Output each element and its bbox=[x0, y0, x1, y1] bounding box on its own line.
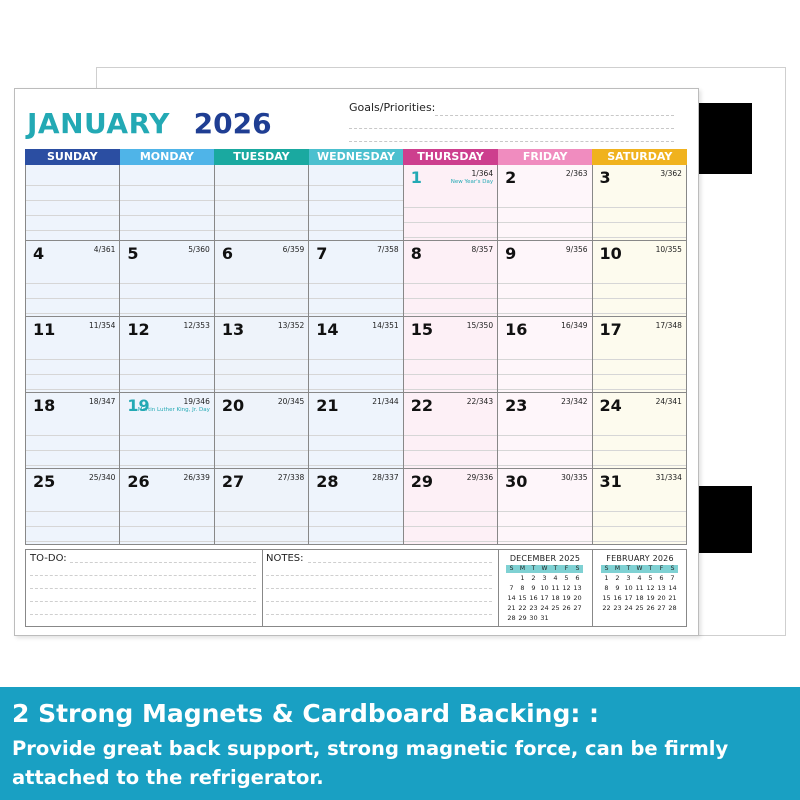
day-cell bbox=[498, 165, 592, 241]
mini-day: 26 bbox=[562, 604, 571, 612]
mini-weekday: S bbox=[506, 565, 517, 573]
day-cell bbox=[404, 241, 498, 317]
mini-day: 20 bbox=[657, 594, 666, 602]
day-number: 24 bbox=[599, 396, 622, 415]
week-row bbox=[26, 165, 687, 241]
mini-day bbox=[572, 613, 583, 623]
day-cell bbox=[498, 241, 592, 317]
calendar-sheet bbox=[14, 88, 699, 636]
todo-box bbox=[26, 550, 263, 626]
day-cell bbox=[215, 241, 309, 317]
notes-line bbox=[266, 601, 492, 602]
goals-line bbox=[435, 115, 674, 116]
weekday-header: TUESDAY bbox=[214, 149, 309, 165]
day-number: 20 bbox=[221, 396, 245, 415]
day-of-year-count: 20/345 bbox=[277, 397, 305, 406]
mini-week-row bbox=[506, 593, 583, 603]
day-number: 14 bbox=[316, 320, 339, 339]
day-of-year-count: 31/334 bbox=[655, 473, 682, 482]
mini-day: 17 bbox=[540, 594, 549, 602]
mini-day bbox=[506, 573, 517, 583]
weekday-header-row bbox=[25, 149, 687, 165]
day-cell bbox=[26, 469, 120, 545]
day-of-year-count: 30/335 bbox=[561, 473, 588, 482]
mini-week-row bbox=[601, 603, 678, 613]
notes-line bbox=[266, 575, 492, 576]
footer-section bbox=[25, 549, 687, 627]
week-row bbox=[26, 393, 687, 469]
mini-weekday: S bbox=[667, 565, 678, 573]
mini-day: 1 bbox=[520, 574, 525, 582]
day-cell bbox=[498, 393, 592, 469]
day-of-year-count: 19/346 bbox=[183, 397, 210, 406]
mini-calendar-grid bbox=[601, 565, 678, 613]
day-cell bbox=[404, 165, 498, 241]
mini-day: 18 bbox=[551, 594, 560, 602]
day-cell bbox=[120, 469, 214, 545]
mini-day: 5 bbox=[564, 574, 569, 582]
mini-day: 21 bbox=[668, 594, 677, 602]
day-of-year-count: 26/339 bbox=[183, 473, 210, 482]
day-of-year-count: 28/337 bbox=[372, 473, 399, 482]
magnet-bottom bbox=[697, 486, 752, 553]
mini-day: 25 bbox=[551, 604, 560, 612]
weekday-header: MONDAY bbox=[120, 149, 215, 165]
day-number: 19 bbox=[127, 396, 150, 415]
day-cell bbox=[215, 317, 309, 393]
mini-day: 10 bbox=[624, 584, 633, 592]
day-of-year-count: 25/340 bbox=[89, 473, 116, 482]
day-cell bbox=[593, 469, 687, 545]
week-row bbox=[26, 469, 687, 545]
mini-day: 4 bbox=[553, 574, 558, 582]
mini-day: 14 bbox=[668, 584, 677, 592]
day-number: 27 bbox=[221, 472, 245, 491]
mini-day: 8 bbox=[520, 584, 525, 592]
mini-day: 5 bbox=[648, 574, 653, 582]
week-row bbox=[26, 241, 687, 317]
banner-title: 2 Strong Magnets & Cardboard Backing: : bbox=[12, 699, 600, 728]
day-cell bbox=[309, 241, 403, 317]
mini-day: 16 bbox=[613, 594, 622, 602]
mini-day: 18 bbox=[635, 594, 644, 602]
mini-day: 3 bbox=[542, 574, 547, 582]
mini-day: 2 bbox=[615, 574, 620, 582]
todo-line bbox=[30, 575, 256, 576]
mini-week-row bbox=[601, 593, 678, 603]
day-cell bbox=[593, 393, 687, 469]
mini-day: 21 bbox=[507, 604, 516, 612]
mini-day: 17 bbox=[624, 594, 633, 602]
mini-day: 15 bbox=[602, 594, 611, 602]
mini-weekday: S bbox=[572, 565, 583, 573]
day-number: 29 bbox=[410, 472, 433, 491]
mini-day: 9 bbox=[531, 584, 536, 592]
mini-day: 14 bbox=[507, 594, 516, 602]
day-number: 4 bbox=[33, 244, 45, 263]
goals-line bbox=[349, 128, 674, 129]
day-cell bbox=[593, 165, 687, 241]
day-cell bbox=[593, 241, 687, 317]
empty-day-cell bbox=[215, 165, 309, 241]
title-month: JANUARY bbox=[27, 107, 170, 140]
mini-day: 1 bbox=[604, 574, 609, 582]
mini-weekday: T bbox=[550, 565, 561, 573]
mini-day: 22 bbox=[602, 604, 611, 612]
day-of-year-count: 18/347 bbox=[89, 397, 116, 406]
mini-day: 23 bbox=[529, 604, 538, 612]
mini-day: 25 bbox=[635, 604, 644, 612]
todo-line bbox=[70, 562, 256, 563]
day-cell bbox=[215, 469, 309, 545]
weekday-header: SATURDAY bbox=[592, 149, 687, 165]
day-of-year-count: 5/360 bbox=[188, 245, 210, 254]
mini-calendar-december bbox=[498, 550, 593, 626]
day-number: 1 bbox=[410, 168, 422, 187]
mini-day: 26 bbox=[646, 604, 655, 612]
day-cell bbox=[404, 393, 498, 469]
mini-day: 30 bbox=[529, 614, 538, 622]
mini-day: 8 bbox=[604, 584, 609, 592]
mini-day: 7 bbox=[509, 584, 514, 592]
mini-calendar-title: DECEMBER 2025 bbox=[509, 554, 581, 563]
goals-section bbox=[349, 101, 680, 149]
day-of-year-count: 10/355 bbox=[655, 245, 682, 254]
mini-day: 28 bbox=[507, 614, 516, 622]
mini-weekday: F bbox=[656, 565, 667, 573]
mini-day bbox=[550, 613, 561, 623]
mini-weekday-row bbox=[601, 565, 678, 573]
mini-day: 12 bbox=[646, 584, 655, 592]
mini-calendar-february bbox=[593, 550, 687, 626]
mini-day: 11 bbox=[635, 584, 644, 592]
notes-line bbox=[266, 614, 492, 615]
todo-line bbox=[30, 601, 256, 602]
mini-week-row bbox=[506, 583, 583, 593]
mini-calendar-grid bbox=[506, 565, 583, 623]
mini-day: 24 bbox=[624, 604, 633, 612]
mini-day: 7 bbox=[670, 574, 675, 582]
day-of-year-count: 29/336 bbox=[466, 473, 494, 482]
mini-day: 13 bbox=[657, 584, 666, 592]
notes-line bbox=[308, 562, 492, 563]
holiday-label: Martin Luther King, Jr. Day bbox=[137, 407, 210, 413]
mini-week-row bbox=[601, 583, 678, 593]
day-of-year-count: 23/342 bbox=[561, 397, 588, 406]
mini-day: 27 bbox=[573, 604, 582, 612]
mini-day: 10 bbox=[540, 584, 549, 592]
day-of-year-count: 11/354 bbox=[89, 321, 116, 330]
mini-day: 16 bbox=[529, 594, 538, 602]
day-number: 3 bbox=[599, 168, 611, 187]
mini-weekday: F bbox=[561, 565, 572, 573]
calendar-title bbox=[27, 107, 272, 140]
day-of-year-count: 21/344 bbox=[372, 397, 399, 406]
day-number: 25 bbox=[33, 472, 56, 491]
mini-weekday: T bbox=[645, 565, 656, 573]
day-of-year-count: 12/353 bbox=[183, 321, 210, 330]
holiday-label: New Year's Day bbox=[450, 179, 494, 185]
weekday-header: SUNDAY bbox=[25, 149, 120, 165]
mini-weekday: M bbox=[517, 565, 528, 573]
mini-week-row bbox=[601, 573, 678, 583]
banner-text: Provide great back support, strong magnetic force, can be firmly attached to the refrigerator. bbox=[12, 737, 729, 789]
day-cell bbox=[593, 317, 687, 393]
day-number: 5 bbox=[127, 244, 139, 263]
notes-box bbox=[262, 550, 499, 626]
mini-day: 4 bbox=[637, 574, 642, 582]
day-of-year-count: 4/361 bbox=[93, 245, 116, 254]
mini-weekday: W bbox=[539, 565, 550, 573]
day-cell bbox=[309, 469, 403, 545]
mini-day: 27 bbox=[657, 604, 666, 612]
mini-day bbox=[561, 613, 572, 623]
day-number: 6 bbox=[221, 244, 233, 263]
day-cell bbox=[120, 317, 214, 393]
mini-day: 13 bbox=[573, 584, 582, 592]
day-number: 30 bbox=[505, 472, 528, 491]
day-of-year-count: 27/338 bbox=[277, 473, 305, 482]
day-cell bbox=[26, 317, 120, 393]
day-number: 9 bbox=[505, 244, 517, 263]
day-of-year-count: 16/349 bbox=[561, 321, 588, 330]
mini-day: 2 bbox=[531, 574, 536, 582]
feature-banner bbox=[0, 687, 800, 800]
day-number: 22 bbox=[410, 396, 433, 415]
day-of-year-count: 14/351 bbox=[372, 321, 399, 330]
day-number: 17 bbox=[599, 320, 622, 339]
day-number: 16 bbox=[505, 320, 528, 339]
day-cell bbox=[309, 317, 403, 393]
mini-day: 19 bbox=[562, 594, 571, 602]
day-number: 11 bbox=[33, 320, 56, 339]
day-cell bbox=[215, 393, 309, 469]
mini-weekday: M bbox=[612, 565, 623, 573]
day-cell bbox=[26, 241, 120, 317]
day-number: 28 bbox=[316, 472, 339, 491]
weekday-header: WEDNESDAY bbox=[309, 149, 404, 165]
mini-calendar-title: FEBRUARY 2026 bbox=[606, 554, 674, 563]
day-number: 10 bbox=[599, 244, 622, 263]
day-of-year-count: 1/364 bbox=[471, 169, 494, 178]
day-cell bbox=[404, 317, 498, 393]
mini-weekday-row bbox=[506, 565, 583, 573]
mini-week-row bbox=[506, 573, 583, 583]
todo-label: TO-DO: bbox=[30, 553, 67, 564]
mini-day: 22 bbox=[518, 604, 527, 612]
day-of-year-count: 6/359 bbox=[282, 245, 305, 254]
week-row bbox=[26, 317, 687, 393]
mini-weekday: T bbox=[528, 565, 539, 573]
day-of-year-count: 22/343 bbox=[466, 397, 494, 406]
day-of-year-count: 17/348 bbox=[655, 321, 682, 330]
mini-day: 3 bbox=[626, 574, 631, 582]
day-number: 26 bbox=[127, 472, 150, 491]
day-cell bbox=[309, 393, 403, 469]
day-number: 12 bbox=[127, 320, 150, 339]
day-cell bbox=[498, 469, 592, 545]
day-cell bbox=[498, 317, 592, 393]
day-of-year-count: 8/357 bbox=[471, 245, 494, 254]
day-of-year-count: 15/350 bbox=[466, 321, 494, 330]
day-of-year-count: 9/356 bbox=[565, 245, 588, 254]
mini-day: 6 bbox=[659, 574, 664, 582]
mini-day: 28 bbox=[668, 604, 677, 612]
day-cell bbox=[120, 241, 214, 317]
day-cell bbox=[120, 393, 214, 469]
day-number: 23 bbox=[505, 396, 528, 415]
day-of-year-count: 13/352 bbox=[277, 321, 305, 330]
todo-line bbox=[30, 588, 256, 589]
mini-day: 9 bbox=[615, 584, 620, 592]
mini-weekday: T bbox=[623, 565, 634, 573]
day-number: 13 bbox=[221, 320, 245, 339]
day-number: 8 bbox=[410, 244, 422, 263]
title-year: 2026 bbox=[193, 107, 272, 140]
day-number: 7 bbox=[316, 244, 328, 263]
weekday-header: FRIDAY bbox=[498, 149, 593, 165]
day-of-year-count: 7/358 bbox=[377, 245, 399, 254]
mini-day: 12 bbox=[562, 584, 571, 592]
notes-label: NOTES: bbox=[266, 553, 304, 564]
mini-day: 11 bbox=[551, 584, 560, 592]
day-number: 15 bbox=[410, 320, 433, 339]
mini-day: 6 bbox=[575, 574, 580, 582]
goals-label: Goals/Priorities: bbox=[349, 101, 436, 114]
day-number: 18 bbox=[33, 396, 56, 415]
mini-day: 29 bbox=[518, 614, 527, 622]
empty-day-cell bbox=[26, 165, 120, 241]
day-number: 2 bbox=[505, 168, 517, 187]
weekday-header: THURSDAY bbox=[403, 149, 498, 165]
day-cell bbox=[404, 469, 498, 545]
mini-weekday: W bbox=[634, 565, 645, 573]
mini-weekday: S bbox=[601, 565, 612, 573]
month-grid bbox=[25, 149, 687, 545]
weeks bbox=[25, 165, 687, 545]
mini-day: 19 bbox=[646, 594, 655, 602]
day-of-year-count: 3/362 bbox=[660, 169, 682, 178]
notes-line bbox=[266, 588, 492, 589]
goals-line bbox=[349, 141, 674, 142]
empty-day-cell bbox=[309, 165, 403, 241]
day-of-year-count: 2/363 bbox=[565, 169, 588, 178]
magnet-top bbox=[697, 103, 752, 174]
mini-day: 20 bbox=[573, 594, 582, 602]
mini-day: 15 bbox=[518, 594, 527, 602]
day-cell bbox=[26, 393, 120, 469]
day-of-year-count: 24/341 bbox=[655, 397, 682, 406]
mini-day: 23 bbox=[613, 604, 622, 612]
day-number: 31 bbox=[599, 472, 622, 491]
mini-day: 24 bbox=[540, 604, 549, 612]
day-number: 21 bbox=[316, 396, 339, 415]
mini-week-row bbox=[506, 613, 583, 623]
todo-line bbox=[30, 614, 256, 615]
mini-day: 31 bbox=[540, 614, 549, 622]
mini-week-row bbox=[506, 603, 583, 613]
empty-day-cell bbox=[120, 165, 214, 241]
